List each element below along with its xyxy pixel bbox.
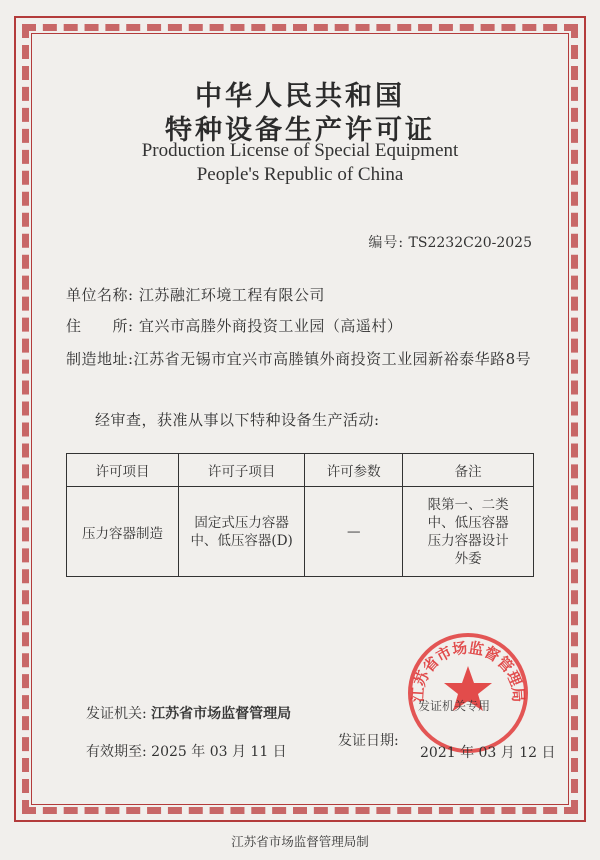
title-english-line2: People's Republic of China bbox=[196, 164, 404, 185]
license-number-value: TS2232C20-2025 bbox=[408, 235, 532, 251]
table-row bbox=[67, 487, 534, 577]
note-line: 中、低压容器 bbox=[427, 514, 509, 531]
issuing-authority bbox=[86, 703, 291, 723]
unit-name-field bbox=[66, 284, 325, 305]
address-field bbox=[66, 315, 402, 336]
manufacturing-address-label: 制造地址: bbox=[66, 350, 134, 368]
table-header-row bbox=[67, 454, 534, 487]
note-line: 限第一、二类 bbox=[427, 496, 509, 513]
cell-note bbox=[403, 487, 534, 577]
cell-item: 压力容器制造 bbox=[67, 487, 179, 577]
license-number bbox=[368, 232, 532, 252]
header-sub-item: 许可子项目 bbox=[179, 454, 305, 487]
cell-sub-item bbox=[179, 487, 305, 577]
address-value: 宜兴市高塍外商投资工业园（高遥村） bbox=[138, 317, 403, 335]
note-line: 压力容器设计 bbox=[427, 532, 509, 549]
approval-statement: 经审查，获准从事以下特种设备生产活动: bbox=[95, 411, 380, 429]
unit-name-label: 单位名称: bbox=[66, 286, 134, 304]
validity-label: 有效期至: bbox=[86, 744, 147, 760]
seal-arc-text: 江苏省市场监督管理局 bbox=[408, 638, 528, 703]
issuing-authority-label: 发证机关: bbox=[86, 706, 147, 722]
validity bbox=[86, 741, 287, 761]
issue-date-label: 发证日期: bbox=[338, 733, 399, 749]
license-table bbox=[66, 453, 534, 577]
header-parameter: 许可参数 bbox=[305, 454, 403, 487]
official-seal bbox=[405, 630, 531, 756]
sub-item-line: 中、低压容器(D) bbox=[190, 532, 293, 549]
header-note: 备注 bbox=[403, 454, 534, 487]
sub-item-line: 固定式压力容器 bbox=[194, 514, 289, 531]
title-english-line1: Production License of Special Equipment bbox=[141, 140, 459, 161]
manufacturing-address-field bbox=[66, 345, 536, 373]
footer-issuer: 江苏省市场监督管理局制 bbox=[231, 834, 369, 849]
issue-date-value: 2021 年 03 月 12 日 bbox=[420, 745, 556, 761]
address-label: 住 所: bbox=[66, 317, 134, 335]
issuing-authority-value: 江苏省市场监督管理局 bbox=[151, 706, 292, 722]
manufacturing-address-value: 江苏省无锡市宜兴市高塍镇外商投资工业园新裕泰华路8号 bbox=[133, 350, 532, 368]
validity-value: 2025 年 03 月 11 日 bbox=[151, 744, 287, 760]
header-item: 许可项目 bbox=[67, 454, 179, 487]
note-line: 外委 bbox=[454, 550, 482, 567]
license-number-label: 编号: bbox=[368, 235, 405, 251]
seal-caption: 发证机关专用 bbox=[418, 699, 491, 713]
unit-name-value: 江苏融汇环境工程有限公司 bbox=[138, 286, 325, 304]
title-country: 中华人民共和国 bbox=[195, 81, 405, 112]
title-license: 特种设备生产许可证 bbox=[165, 115, 435, 146]
cell-parameter: — bbox=[305, 487, 403, 577]
